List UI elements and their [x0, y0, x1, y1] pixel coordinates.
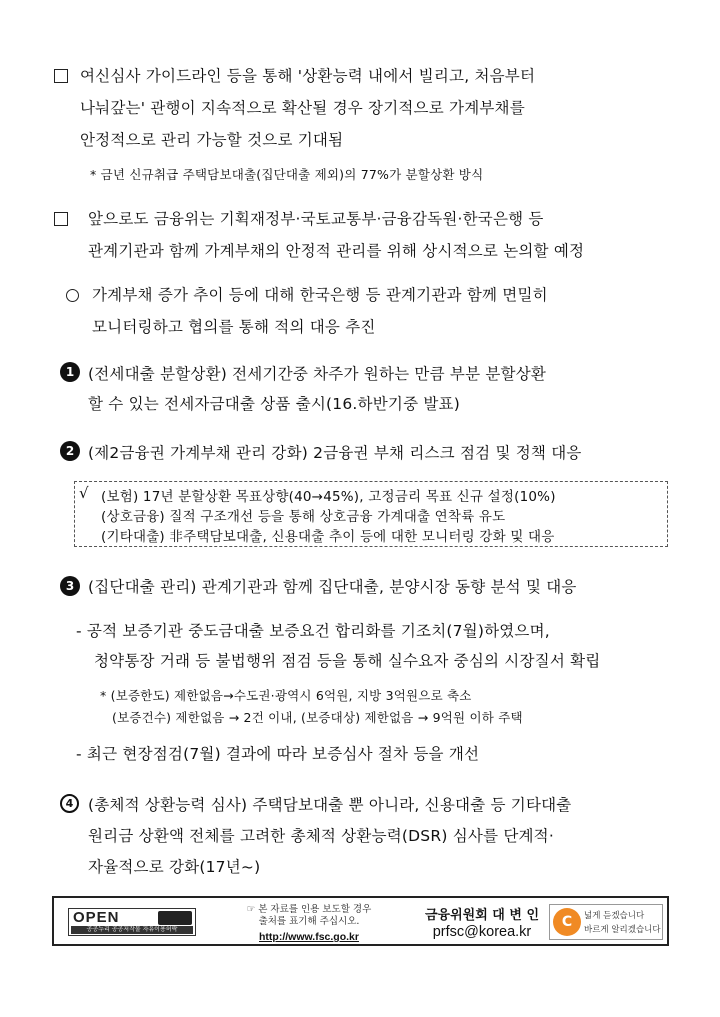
website-link[interactable]: http://www.fsc.go.kr: [259, 931, 359, 943]
person-icon: [158, 911, 192, 925]
section2-line-1: 앞으로도 금융위는 기획재정부·국토교통부·금융감독원·한국은행 등: [88, 210, 544, 228]
citation-note-line-1: ☞ 본 자료를 인용 보도할 경우: [246, 904, 372, 915]
slogan-line-1: 넓게 듣겠습니다: [584, 911, 645, 921]
open-logo-subtext: 공공누리 공공저작물 자유이용허락: [71, 926, 193, 934]
citation-note-line-2: 출처를 표기해 주십시오.: [258, 916, 360, 927]
number-3-icon: 3: [60, 576, 80, 596]
item3-dash1-line-2: 청약통장 거래 등 불법행위 점검 등을 통해 실수요자 중심의 시장질서 확립: [94, 652, 601, 670]
item4-line-3: 자율적으로 강화(17년~): [88, 858, 261, 876]
item3-note-2: (보증건수) 제한없음 → 2건 이내, (보증대상) 제한없음 → 9억원 이하 주택: [112, 710, 523, 725]
detail-box: [74, 481, 668, 547]
box-line-1: (보험) 17년 분할상환 목표상향(40→45%), 고정금리 목표 신규 설정(10%): [101, 489, 556, 505]
circle-bullet-icon: [66, 289, 79, 302]
item4-line-2: 원리금 상환액 전체를 고려한 총체적 상환능력(DSR) 심사를 단계적·: [88, 827, 554, 845]
item4-line-1: (총체적 상환능력 심사) 주택담보대출 뿐 아니라, 신용대출 등 기타대출: [88, 796, 572, 814]
item3-line: (집단대출 관리) 관계기관과 함께 집단대출, 분양시장 동향 분석 및 대응: [88, 578, 577, 596]
number-2-icon: 2: [60, 441, 80, 461]
section2-line-2: 관계기관과 함께 가계부채의 안정적 관리를 위해 상시적으로 논의할 예정: [88, 242, 585, 260]
open-license-logo: [68, 908, 196, 936]
box-line-3: (기타대출) 非주택담보대출, 신용대출 추이 등에 대한 모니터링 강화 및 대응: [101, 529, 555, 545]
slogan-line-2: 바르게 알리겠습니다: [584, 925, 661, 935]
item2-line: (제2금융권 가계부채 관리 강화) 2금융권 부채 리스크 점검 및 정책 대응: [88, 444, 582, 462]
section1-note: * 금년 신규취급 주택담보대출(집단대출 제외)의 77%가 분할상환 방식: [90, 167, 484, 182]
spokesperson-email[interactable]: prfsc@korea.kr: [432, 924, 532, 940]
item3-note-1: * (보증한도) 제한없음→수도권·광역시 6억원, 지방 3억원으로 축소: [100, 688, 472, 703]
section1-line-1: 여신심사 가이드라인 등을 통해 '상환능력 내에서 빌리고, 처음부터: [80, 67, 536, 85]
slogan-badge: [549, 904, 663, 940]
number-1-icon: 1: [60, 362, 80, 382]
item1-line-1: (전세대출 분할상환) 전세기간중 차주가 원하는 만큼 부분 분할상환: [88, 365, 547, 383]
square-bullet-icon: [54, 69, 68, 83]
communication-logo-icon: C: [553, 908, 581, 936]
section1-line-2: 나눠갚는' 관행이 지속적으로 확산될 경우 장기적으로 가계부채를: [80, 99, 525, 117]
footer-bar: [52, 896, 669, 946]
spokesperson-title: 금융위원회 대 변 인: [424, 908, 540, 923]
check-icon: √: [79, 484, 89, 502]
number-4-icon: 4: [60, 794, 79, 813]
section1-line-3: 안정적으로 관리 가능할 것으로 기대됨: [80, 131, 344, 149]
item1-line-2: 할 수 있는 전세자금대출 상품 출시(16.하반기중 발표): [88, 395, 460, 413]
bullet1-line-1: 가계부채 증가 추이 등에 대해 한국은행 등 관계기관과 함께 면밀히: [92, 286, 548, 304]
item3-dash1-line-1: - 공적 보증기관 중도금대출 보증요건 합리화를 기조치(7월)하였으며,: [76, 622, 550, 640]
square-bullet-icon: [54, 212, 68, 226]
citation-note: [224, 904, 394, 928]
open-logo-text: OPEN: [73, 909, 120, 926]
box-line-2: (상호금융) 질적 구조개선 등을 통해 상호금융 가계대출 연착륙 유도: [101, 509, 506, 525]
bullet1-line-2: 모니터링하고 협의를 통해 적의 대응 추진: [92, 318, 376, 336]
item3-dash2: - 최근 현장점검(7월) 결과에 따라 보증심사 절차 등을 개선: [76, 745, 480, 763]
